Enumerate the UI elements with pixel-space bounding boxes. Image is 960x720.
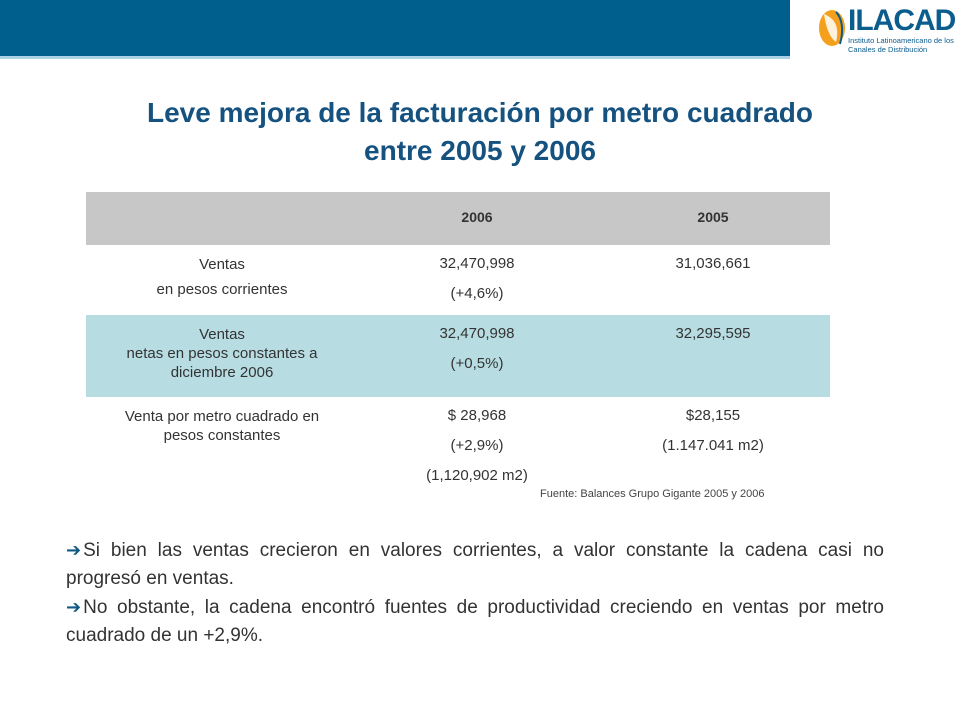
value-line: (+2,9%) xyxy=(450,437,504,454)
value-line: $ 28,968 xyxy=(447,407,507,424)
logo-text: ILACAD xyxy=(848,4,956,37)
value-2005 xyxy=(596,315,830,397)
arrow-right-icon: ➔ xyxy=(66,597,82,617)
value-line: (+0,5%) xyxy=(450,355,504,372)
header-2005: 2005 xyxy=(596,192,830,245)
value-line: 32,470,998 xyxy=(439,255,515,272)
value-2006 xyxy=(358,245,596,315)
bullet-text: Si bien las ventas crecieron en valores corrientes, a valor constante la cadena casi no progresó en ventas. xyxy=(66,540,884,589)
header-empty xyxy=(86,192,358,245)
value-2006 xyxy=(358,397,596,497)
bullet-item xyxy=(66,536,884,593)
value-line: $28,155 xyxy=(685,407,741,424)
bullet-text: No obstante, la cadena encontró fuentes de productividad creciendo en ventas por metro cuadrado de un +2,9%. xyxy=(66,597,884,646)
table-row xyxy=(86,245,830,315)
label-line: Ventas xyxy=(199,326,245,343)
value-line: 31,036,661 xyxy=(675,255,751,272)
row-label xyxy=(86,315,358,397)
value-line: (1,120,902 m2) xyxy=(426,467,528,484)
value-2006 xyxy=(358,315,596,397)
ilacad-logo xyxy=(800,0,960,62)
source-note: Fuente: Balances Grupo Gigante 2005 y 2006 xyxy=(540,488,765,500)
value-2005 xyxy=(596,397,830,497)
header-bar xyxy=(0,0,790,59)
bullet-item xyxy=(66,593,884,650)
title-line-1: Leve mejora de la facturación por metro cuadrado xyxy=(147,97,813,128)
row-label xyxy=(86,245,358,315)
label-line: Ventas xyxy=(199,256,245,273)
value-line: 32,470,998 xyxy=(439,325,515,342)
title-line-2: entre 2005 y 2006 xyxy=(364,135,596,166)
value-line: 32,295,595 xyxy=(675,325,751,342)
value-2005 xyxy=(596,245,830,315)
table-header-row xyxy=(86,192,830,245)
value-line: (+4,6%) xyxy=(450,285,504,302)
bullet-list xyxy=(66,536,884,650)
page-title xyxy=(70,94,890,170)
label-line: netas en pesos constantes a diciembre 2006 xyxy=(126,345,318,381)
globe-icon xyxy=(814,4,848,52)
label-line: en pesos corrientes xyxy=(156,281,288,298)
row-label xyxy=(86,397,358,497)
table-row xyxy=(86,315,830,397)
logo-subtitle: Instituto Latinoamericano de los Canales de Distribución xyxy=(848,36,954,54)
label-line: Venta por metro cuadrado en pesos constantes xyxy=(124,408,320,444)
sales-table xyxy=(86,192,830,497)
arrow-right-icon: ➔ xyxy=(66,540,82,560)
table-row xyxy=(86,397,830,497)
header-2006: 2006 xyxy=(358,192,596,245)
value-line: (1.147.041 m2) xyxy=(662,437,764,454)
